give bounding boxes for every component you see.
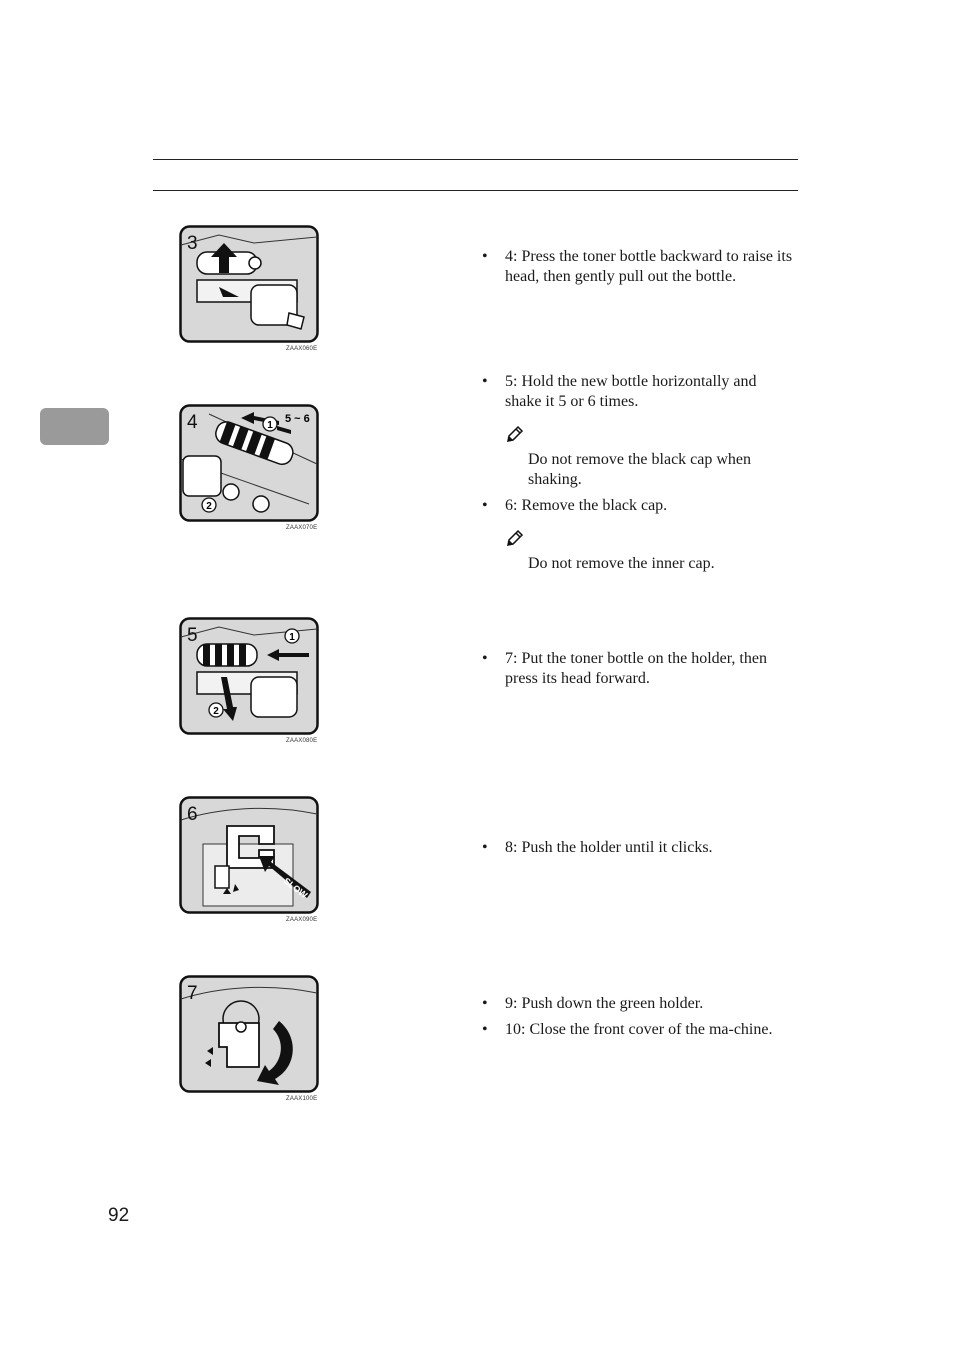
bullet-dot: • bbox=[482, 995, 488, 1012]
figure-number: 4 bbox=[187, 412, 198, 433]
header-rule-bottom bbox=[153, 190, 798, 191]
step-text: 5: Hold the new bottle horizontally and shake it 5 or 6 times. bbox=[505, 373, 757, 410]
note-text: Do not remove the inner cap. bbox=[528, 555, 715, 572]
header-rule-top bbox=[153, 159, 798, 160]
pencil-note-icon bbox=[505, 424, 525, 444]
repeat-label: 5 ~ 6 bbox=[285, 413, 310, 425]
marker-1: 1 bbox=[267, 420, 273, 431]
slow-label: SLOW bbox=[281, 875, 310, 901]
figure-4-illustration bbox=[179, 404, 319, 522]
step-text: 10: Close the front cover of the ma-chine. bbox=[505, 1021, 773, 1038]
bullet-dot: • bbox=[482, 1021, 488, 1038]
bullet-dot: • bbox=[482, 650, 488, 667]
figure-code: ZAAX070E bbox=[286, 525, 318, 531]
note-text: Do not remove the black cap when shaking. bbox=[528, 451, 752, 488]
figure-4 bbox=[179, 404, 319, 531]
bullet-dot: • bbox=[482, 248, 488, 265]
bullet-dot: • bbox=[482, 497, 488, 514]
marker-2: 2 bbox=[213, 706, 219, 717]
figure-code: ZAAX060E bbox=[286, 346, 318, 352]
bullet-dot: • bbox=[482, 373, 488, 390]
marker-2: 2 bbox=[206, 501, 212, 512]
page-number: 92 bbox=[108, 1205, 130, 1226]
figure-number: 7 bbox=[187, 983, 198, 1004]
figure-number: 3 bbox=[187, 233, 198, 254]
bullet-dot: • bbox=[482, 839, 488, 856]
figure-6-illustration bbox=[179, 796, 319, 914]
figure-3 bbox=[179, 225, 319, 352]
figure-3-illustration bbox=[179, 225, 319, 343]
step-text: 4: Press the toner bottle backward to raise its head, then gently pull out the bottle. bbox=[505, 248, 793, 285]
figure-5-illustration bbox=[179, 617, 319, 735]
step-text: 6: Remove the black cap. bbox=[505, 497, 668, 514]
step-text: 7: Put the toner bottle on the holder, then press its head forward. bbox=[505, 650, 767, 687]
chapter-tab bbox=[40, 408, 109, 445]
figure-5 bbox=[179, 617, 319, 744]
figure-7-illustration bbox=[179, 975, 319, 1093]
figure-code: ZAAX100E bbox=[286, 1096, 318, 1102]
step-text: 9: Push down the green holder. bbox=[505, 995, 704, 1012]
figure-number: 5 bbox=[187, 625, 198, 646]
figure-number: 6 bbox=[187, 804, 198, 825]
pencil-note-icon bbox=[505, 528, 525, 548]
step-text: 8: Push the holder until it clicks. bbox=[505, 839, 713, 856]
figure-7 bbox=[179, 975, 319, 1102]
marker-1: 1 bbox=[289, 632, 295, 643]
figure-code: ZAAX080E bbox=[286, 738, 318, 744]
figure-code: ZAAX090E bbox=[286, 917, 318, 923]
figure-6 bbox=[179, 796, 319, 923]
